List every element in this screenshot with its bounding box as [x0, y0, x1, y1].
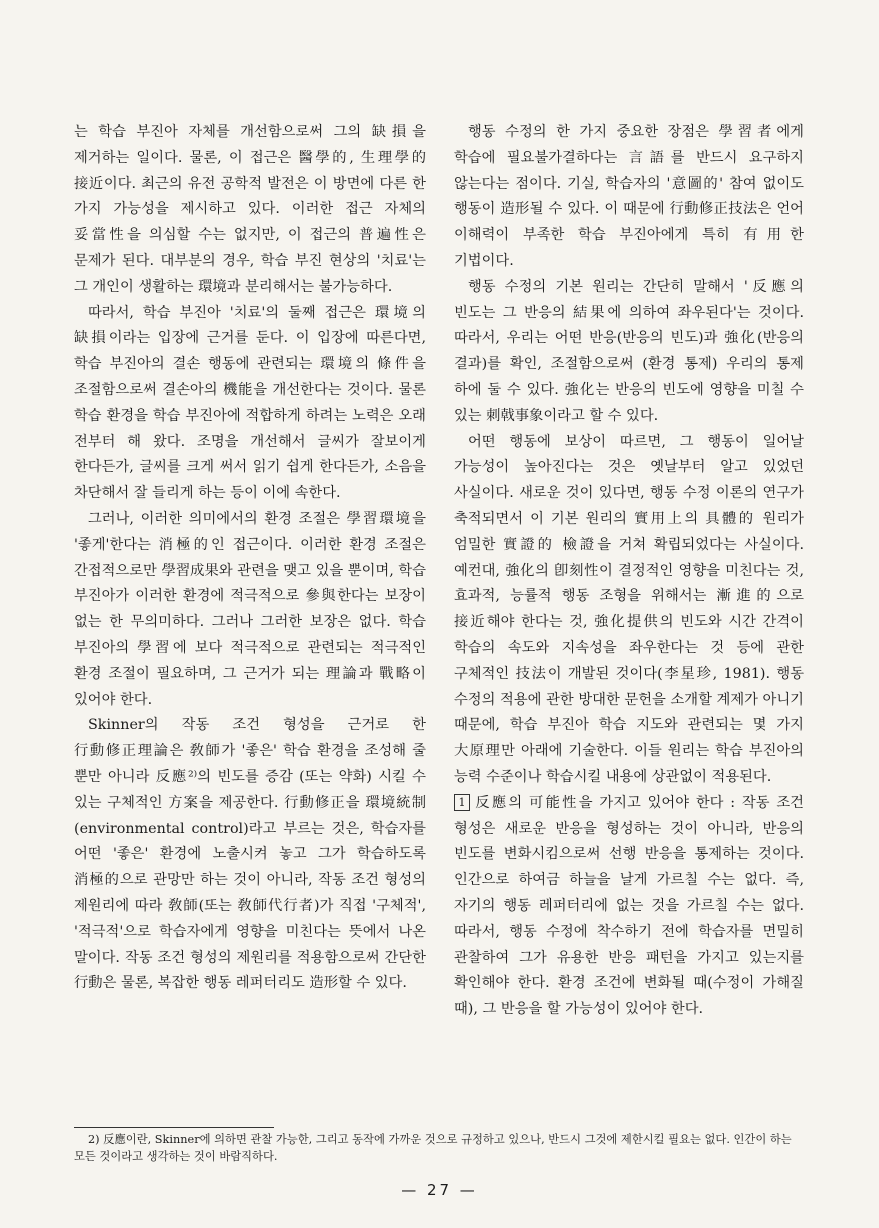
left-paragraph-2: 따라서, 학습 부진아 '치료'의 둘째 접근은 環境의 缺損이라는 입장에 근거를 둔다. 이 입장에 따른다면, 학습 부진아의 결손 행동에 관련되는 環境의 條件을 조절함으로써 결손아의 機能을 개선한다는 것이다. 물론 학습 환경을 학습 부진아에 적합하게 하려는 노력은 오래 전부터 해 왔다. 조명을 개선해서 글씨가 잘보이게 한다든가, 글씨를 크게 써서 읽기 쉽게 한다든가, 소음을 차단해서 잘 들리게 하는 등이 이에 속한다. [74, 304, 426, 502]
page-number: — 27 — [401, 1181, 478, 1199]
right-column [454, 120, 804, 1023]
principle-text: 反應의 可能性을 가지고 있어야 한다 : 작동 조건 형성은 새로운 반응을 형성하는 것이 아니라, 반응의 빈도를 변화시킴으로써 선행 반응을 통제하는 것이다. 인간으로 하여금 하늘을 날게 가르칠 수는 없다. 즉, 자기의 행동 레퍼터리에 없는 것을 가르칠 수는 없다. 따라서, 행동 수정에 착수하기 전에 학습자를 면밀히 관찰하여 그가 유용한 반응 패턴을 가지고 있는지를 확인해야 한다. 환경 조건에 변화될 때(수정이 가해질 때), 그 반응을 할 가능성이 있어야 한다. [454, 794, 804, 1018]
right-paragraph-4 [454, 791, 804, 1023]
footnote-divider [74, 1127, 274, 1128]
right-paragraph-1: 행동 수정의 한 가지 중요한 장점은 學習者에게 학습에 필요불가결하다는 言語를 반드시 요구하지 않는다는 점이다. 기실, 학습자의 '意圖的' 참여 없이도 행동이 造形될 수 있다. 이 때문에 行動修正技法은 언어 이해력이 부족한 학습 부진아에게 특히 有用한 기법이다. [454, 124, 804, 269]
footnote-text: 2) 反應이란, Skinner에 의하면 관찰 가능한, 그리고 동작에 가까운 것으로 규정하고 있으나, 반드시 그것에 제한시킬 필요는 없다. 인간이 하는 모든 것이라고 생각하는 것이 바람직하다. [74, 1133, 792, 1163]
left-paragraph-4: Skinner의 작동 조건 형성을 근거로 한 行動修正理論은 敎師가 '좋은' 학습 환경을 조성해 줄 뿐만 아니라 反應²⁾의 빈도를 증감 (또는 약화) 시킬 수 있는 구체적인 方案을 제공한다. 行動修正을 環境統制(environmental control)라고 부르는 것은, 학습자를 어떤 '좋은' 환경에 노출시켜 놓고 그가 학습하도록 消極的으로 관망만 하는 것이 아니라, 작동 조건 형성의 제원리에 따라 敎師(또는 敎師代行者)가 직접 '구체적', '적극적'으로 학습자에게 영향을 미친다는 뜻에서 나온 말이다. 작동 조건 형성의 제원리를 적용함으로써 간단한 行動은 물론, 복잡한 행동 레퍼터리도 造形할 수 있다. [74, 717, 426, 992]
right-paragraph-2: 행동 수정의 기본 원리는 간단히 말해서 '反應의 빈도는 그 반응의 結果에 의하여 좌우된다'는 것이다. 따라서, 우리는 어떤 반응(반응의 빈도)과 強化(반응의 결과)를 확인, 조절함으로써 (환경 통제) 우리의 통제 하에 둘 수 있다. 強化는 반응의 빈도에 영향을 미칠 수 있는 刺戟事象이라고 할 수 있다. [454, 278, 804, 424]
right-paragraph-3: 어떤 행동에 보상이 따르면, 그 행동이 일어날 가능성이 높아진다는 것은 옛날부터 알고 있었던 사실이다. 새로운 것이 있다면, 행동 수정 이론의 연구가 축적되면서 이 기본 원리의 實用上의 具體的 원리가 엄밀한 實證的 檢證을 거쳐 확립되었다는 사실이다. 예컨대, 強化의 卽刻性이 결정적인 영향을 미친다는 것, 효과적, 능률적 행동 조형을 위해서는 漸進的으로 接近해야 한다는 것, 強化提供의 빈도와 시간 간격이 학습의 속도와 지속성을 좌우한다는 것 등에 관한 구체적인 技法이 개발된 것이다(李星珍, 1981). 행동 수정의 적용에 관한 방대한 문헌을 소개할 계제가 아니기 때문에, 학습 부진아 학습 지도와 관련되는 몇 가지 大原理만 아래에 기술한다. 이들 원리는 학습 부진아의 능력 수준이나 학습시킬 내용에 상관없이 적용된다. [454, 433, 804, 785]
left-paragraph-1: 는 학습 부진아 자체를 개선함으로써 그의 缺損을 제거하는 일이다. 물론, 이 접근은 醫學的, 生理學的 接近이다. 최근의 유전 공학적 발전은 이 방면에 다른 한 가지 가능성을 제시하고 있다. 이러한 접근 자체의 妥當性을 의심할 수는 없지만, 이 접근의 普遍性은 문제가 된다. 대부분의 경우, 학습 부진 현상의 '치료'는 그 개인이 생활하는 環境과 분리해서는 불가능하다. [74, 124, 426, 295]
footnote [74, 1131, 804, 1165]
principle-number-box: 1 [454, 794, 470, 811]
left-paragraph-3: 그러나, 이러한 의미에서의 환경 조절은 學習環境을 '좋게'한다는 消極的인 접근이다. 이러한 환경 조절은 간접적으로만 學習成果와 관련을 맺고 있을 뿐이며, 학습 부진아가 이러한 환경에 적극적으로 參與한다는 보장이 없는 한 무의미하다. 그러나 그러한 보장은 없다. 학습 부진아의 學習에 보다 적극적으로 관련되는 적극적인 환경 조절이 필요하며, 그 근거가 되는 理論과 戰略이 있어야 한다. [74, 510, 426, 708]
left-column [74, 120, 426, 997]
